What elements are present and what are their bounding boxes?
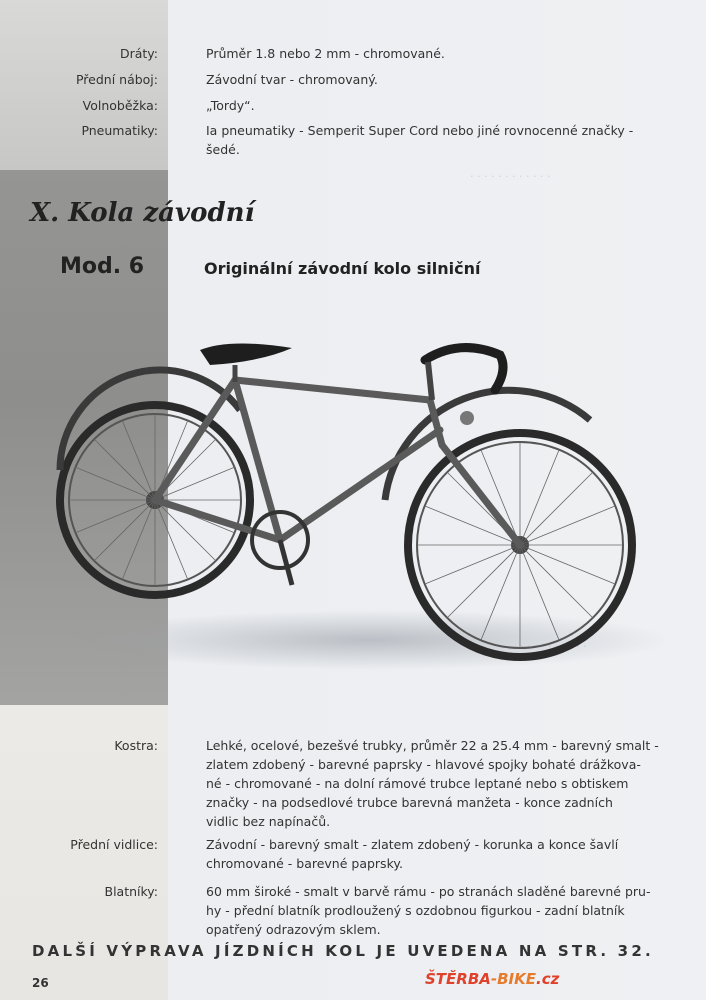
racing-bicycle-illustration xyxy=(30,300,680,670)
spec-line: značky - na podsedlové trubce barevná manžeta - konce zadních xyxy=(206,795,613,810)
spec-line: vidlic bez napínačů. xyxy=(206,814,331,829)
spec-value: šedé. xyxy=(206,142,240,157)
watermark-part: .cz xyxy=(536,970,560,988)
crank-arm xyxy=(280,540,292,585)
model-label: Mod. 6 xyxy=(60,254,145,279)
spec-line: zlatem zdobený - barevné paprsky - hlavové spojky bohaté drážkova- xyxy=(206,757,641,772)
model-description: Originální závodní kolo silniční xyxy=(204,259,481,278)
section-title: X. Kola závodní xyxy=(30,198,255,228)
page-number: 26 xyxy=(32,976,49,990)
spec-label: Kostra: xyxy=(114,738,158,753)
spec-line: hy - přední blatník prodloužený s ozdobnou figurkou - zadní blatník xyxy=(206,903,625,918)
spec-label: Přední náboj: xyxy=(75,72,158,87)
spec-line: Závodní - barevný smalt - zlatem zdobený - korunka a konce šavlí xyxy=(206,837,619,852)
footer-note: DALŠÍ VÝPRAVA JÍZDNÍCH KOL JE UVEDENA NA STR. 32. xyxy=(32,942,654,960)
site-watermark xyxy=(425,970,559,988)
spec-value: „Tordy“. xyxy=(206,98,255,113)
watermark-part: -BIKE xyxy=(490,970,536,988)
bell xyxy=(460,411,474,425)
spec-line: Lehké, ocelové, bezešvé trubky, průměr 22 a 25.4 mm - barevný smalt - xyxy=(206,738,659,753)
spec-line: opatřený odrazovým sklem. xyxy=(206,922,381,937)
watermark-part: ŠTĚRBA xyxy=(425,970,491,988)
spec-value: Průměr 1.8 nebo 2 mm - chromované. xyxy=(206,46,445,61)
saddle xyxy=(200,343,292,365)
spec-line: chromované - barevné paprsky. xyxy=(206,856,403,871)
bleed-through-text: · · · · · · · · · · · · xyxy=(470,170,551,183)
spec-value: Ia pneumatiky - Semperit Super Cord nebo jiné rovnocenné značky - xyxy=(206,123,634,138)
spec-label: Přední vidlice: xyxy=(70,837,158,852)
spec-label: Pneumatiky: xyxy=(81,123,158,138)
spec-label: Volnoběžka: xyxy=(82,98,158,113)
spec-label: Dráty: xyxy=(119,46,158,61)
spec-line: 60 mm široké - smalt v barvě rámu - po stranách sladěné barevné pru- xyxy=(206,884,651,899)
drop-handlebar xyxy=(425,348,503,390)
spec-line: né - chromované - na dolní rámové trubce leptané nebo s obtiskem xyxy=(206,776,629,791)
spec-label: Blatníky: xyxy=(104,884,158,899)
frame xyxy=(155,380,520,545)
spec-value: Závodní tvar - chromovaný. xyxy=(206,72,378,87)
